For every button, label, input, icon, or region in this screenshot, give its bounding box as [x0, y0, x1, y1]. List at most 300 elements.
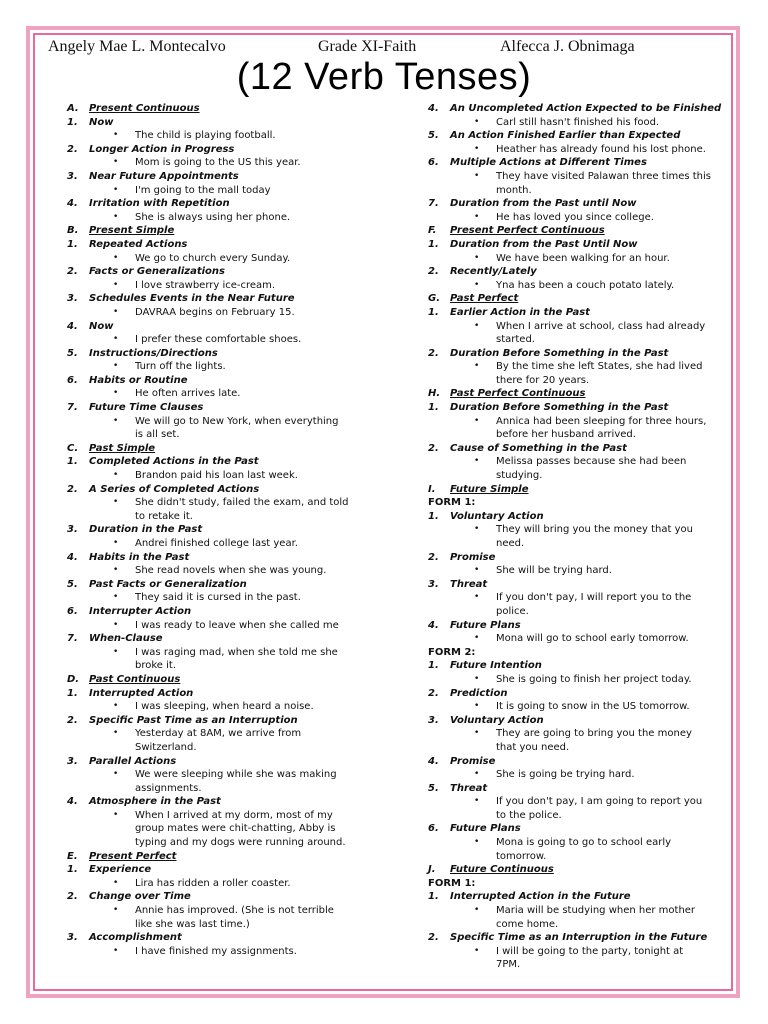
line-text: Interrupted Action in the Future: [450, 891, 631, 903]
bullet-dot-icon: •: [113, 157, 119, 168]
line-text: Yna has been a couch potato lately.: [496, 279, 675, 291]
example-line: [428, 170, 728, 184]
example-line: [67, 700, 367, 714]
example-line: [428, 836, 728, 850]
line-text: Duration in the Past: [89, 524, 203, 536]
item-number: 4.: [428, 619, 439, 631]
example-line: [67, 469, 367, 483]
line-text: I was sleeping, when heard a noise.: [135, 701, 314, 713]
example-continuation: [67, 918, 367, 932]
line-text: Past Facts or Generalization: [89, 578, 247, 590]
example-line: [428, 564, 728, 578]
section-heading: [67, 673, 367, 687]
line-text: Future Continuous: [450, 864, 554, 876]
line-text: police.: [496, 605, 529, 617]
example-line: [67, 279, 367, 293]
bullet-dot-icon: •: [474, 905, 480, 916]
subheading: [428, 156, 728, 170]
example-line: [67, 156, 367, 170]
subheading: [428, 714, 728, 728]
subheading: [67, 455, 367, 469]
line-text: Past Continuous: [89, 673, 181, 685]
subheading: [428, 102, 728, 116]
line-text: Carl still hasn't finished his food.: [496, 116, 660, 128]
example-continuation: [428, 184, 728, 198]
example-line: [428, 415, 728, 429]
line-text: assignments.: [135, 782, 202, 794]
section-letter: C.: [67, 442, 79, 454]
line-text: Present Perfect Continuous: [450, 225, 605, 237]
line-text: A Series of Completed Actions: [89, 483, 260, 495]
line-text: Longer Action in Progress: [89, 143, 235, 155]
line-text: Mona is going to go to school early: [496, 837, 672, 849]
bullet-dot-icon: •: [474, 361, 480, 372]
section-heading: [428, 387, 728, 401]
example-continuation: [428, 741, 728, 755]
item-number: 1.: [67, 687, 78, 699]
subheading: [67, 551, 367, 565]
line-text: that you need.: [496, 741, 570, 753]
subheading: [67, 931, 367, 945]
line-text: 7PM.: [496, 959, 521, 971]
line-text: She is going to finish her project today.: [496, 673, 692, 685]
item-number: 1.: [67, 238, 78, 250]
subheading: [428, 782, 728, 796]
example-line: [428, 360, 728, 374]
item-number: 2.: [67, 266, 78, 278]
form-label: [428, 877, 728, 891]
line-text: Past Perfect Continuous: [450, 388, 586, 400]
bullet-dot-icon: •: [113, 701, 119, 712]
line-text: there for 20 years.: [496, 374, 590, 386]
example-line: [67, 564, 367, 578]
item-number: 2.: [67, 891, 78, 903]
line-text: Mona will go to school early tomorrow.: [496, 633, 689, 645]
section-heading: [67, 850, 367, 864]
subheading: [67, 578, 367, 592]
bullet-dot-icon: •: [474, 415, 480, 426]
bullet-dot-icon: •: [113, 646, 119, 657]
subheading: [428, 197, 728, 211]
item-number: 1.: [67, 864, 78, 876]
subheading: [67, 374, 367, 388]
line-text: Now: [89, 320, 114, 332]
item-number: 1.: [428, 238, 439, 250]
bullet-dot-icon: •: [113, 877, 119, 888]
example-line: [67, 360, 367, 374]
bullet-dot-icon: •: [474, 592, 480, 603]
example-line: [67, 387, 367, 401]
subheading: [67, 523, 367, 537]
subheading: [428, 551, 728, 565]
subheading: [428, 129, 728, 143]
line-text: FORM 1:: [428, 877, 476, 889]
example-line: [428, 523, 728, 537]
line-text: Turn off the lights.: [135, 361, 226, 373]
subheading: [67, 320, 367, 334]
line-text: Promise: [450, 551, 496, 563]
line-text: An Uncompleted Action Expected to be Finished: [450, 103, 722, 114]
bullet-dot-icon: •: [113, 769, 119, 780]
subheading: [428, 578, 728, 592]
line-text: I prefer these comfortable shoes.: [135, 334, 302, 346]
item-number: 5.: [428, 130, 439, 142]
bullet-dot-icon: •: [113, 905, 119, 916]
section-heading: [67, 224, 367, 238]
example-line: [67, 809, 367, 823]
line-text: like she was last time.): [135, 918, 250, 930]
line-text: studying.: [496, 470, 543, 482]
line-text: Future Simple: [450, 483, 529, 495]
line-text: Voluntary Action: [450, 714, 544, 726]
item-number: 6.: [67, 605, 78, 617]
line-text: Parallel Actions: [89, 755, 177, 767]
item-number: 2.: [428, 932, 439, 944]
subheading: [67, 265, 367, 279]
bullet-dot-icon: •: [113, 945, 119, 956]
example-line: [428, 673, 728, 687]
example-line: [428, 768, 728, 782]
section-heading: [67, 442, 367, 456]
item-number: 6.: [67, 374, 78, 386]
example-continuation: [428, 850, 728, 864]
subheading: [428, 659, 728, 673]
bullet-dot-icon: •: [113, 497, 119, 508]
line-text: Present Simple: [89, 225, 175, 237]
example-continuation: [67, 659, 367, 673]
bullet-dot-icon: •: [474, 673, 480, 684]
line-text: Past Simple: [89, 442, 156, 454]
subheading: [67, 170, 367, 184]
section-heading: [428, 292, 728, 306]
example-line: [428, 727, 728, 741]
example-line: [428, 455, 728, 469]
subheading: [428, 306, 728, 320]
bullet-dot-icon: •: [113, 415, 119, 426]
example-continuation: [67, 510, 367, 524]
item-number: 2.: [428, 266, 439, 278]
item-number: 3.: [67, 932, 78, 944]
line-text: typing and my dogs were running around.: [135, 837, 346, 849]
line-text: Atmosphere in the Past: [89, 796, 221, 808]
line-text: Maria will be studying when her mother: [496, 905, 696, 917]
item-number: 3.: [67, 755, 78, 767]
line-text: Future Intention: [450, 660, 542, 672]
line-text: Lira has ridden a roller coaster.: [135, 877, 291, 889]
bullet-dot-icon: •: [113, 809, 119, 820]
example-line: [67, 619, 367, 633]
line-text: started.: [496, 334, 535, 346]
example-continuation: [428, 428, 728, 442]
section-letter: J.: [428, 864, 436, 876]
bullet-dot-icon: •: [113, 470, 119, 481]
item-number: 2.: [67, 143, 78, 155]
example-line: [67, 877, 367, 891]
section-heading: [428, 863, 728, 877]
bullet-dot-icon: •: [113, 334, 119, 345]
line-text: Andrei finished college last year.: [135, 538, 298, 549]
item-number: 4.: [67, 320, 78, 332]
section-letter: G.: [428, 293, 441, 305]
line-text: Future Plans: [450, 823, 521, 835]
subheading: [67, 632, 367, 646]
example-continuation: [67, 822, 367, 836]
line-text: If you don't pay, I will report you to the: [496, 592, 692, 604]
form-label: [428, 496, 728, 510]
item-number: 6.: [428, 823, 439, 835]
item-number: 1.: [67, 116, 78, 128]
line-text: They are going to bring you the money: [496, 728, 692, 740]
subheading: [428, 442, 728, 456]
line-text: Multiple Actions at Different Times: [450, 157, 647, 169]
line-text: Repeated Actions: [89, 238, 188, 250]
subheading: [67, 401, 367, 415]
example-continuation: [428, 333, 728, 347]
subheading: [67, 863, 367, 877]
line-text: Threat: [450, 578, 488, 590]
line-text: I have finished my assignments.: [135, 945, 297, 957]
author-name-1: Angely Mae L. Montecalvo: [48, 38, 226, 55]
item-number: 2.: [67, 483, 78, 495]
line-text: We have been walking for an hour.: [496, 252, 670, 264]
line-text: Specific Time as an Interruption in the Future: [450, 932, 708, 944]
example-line: [67, 537, 367, 551]
item-number: 2.: [428, 347, 439, 359]
line-text: We will go to New York, when everything: [135, 415, 339, 427]
line-text: month.: [496, 184, 532, 196]
subheading: [428, 619, 728, 633]
line-text: Brandon paid his loan last week.: [135, 470, 298, 482]
line-text: Experience: [89, 864, 152, 876]
subheading: [67, 197, 367, 211]
item-number: 1.: [428, 660, 439, 672]
item-number: 1.: [428, 402, 439, 414]
item-number: 5.: [67, 578, 78, 590]
example-line: [67, 129, 367, 143]
example-line: [67, 945, 367, 959]
bullet-dot-icon: •: [474, 837, 480, 848]
subheading: [67, 483, 367, 497]
item-number: 4.: [67, 551, 78, 563]
form-label: [428, 646, 728, 660]
bullet-dot-icon: •: [113, 252, 119, 263]
item-number: 3.: [67, 524, 78, 536]
example-line: [67, 415, 367, 429]
example-line: [67, 496, 367, 510]
item-number: 7.: [428, 198, 439, 210]
line-text: Future Time Clauses: [89, 402, 204, 414]
line-text: Schedules Events in the Near Future: [89, 293, 295, 305]
item-number: 5.: [428, 782, 439, 794]
example-continuation: [428, 374, 728, 388]
example-continuation: [428, 809, 728, 823]
item-number: 1.: [428, 306, 439, 318]
bullet-dot-icon: •: [474, 769, 480, 780]
line-text: Past Perfect: [450, 293, 519, 305]
subheading: [67, 687, 367, 701]
subheading: [67, 714, 367, 728]
subheading: [67, 292, 367, 306]
page-title: (12 Verb Tenses): [236, 56, 532, 98]
subheading: [67, 755, 367, 769]
section-heading: [428, 224, 728, 238]
item-number: 7.: [67, 633, 78, 645]
subheading: [428, 238, 728, 252]
item-number: 4.: [428, 755, 439, 767]
item-number: 1.: [67, 456, 78, 468]
line-text: Future Plans: [450, 619, 521, 631]
subheading: [67, 605, 367, 619]
line-text: Change over Time: [89, 891, 191, 903]
example-line: [67, 333, 367, 347]
bullet-dot-icon: •: [474, 524, 480, 535]
bullet-dot-icon: •: [113, 361, 119, 372]
grade-section: Grade XI-Faith: [318, 38, 417, 55]
line-text: Cause of Something in the Past: [450, 442, 627, 454]
item-number: 5.: [67, 347, 78, 359]
line-text: is all set.: [135, 429, 180, 441]
line-text: She is always using her phone.: [135, 211, 291, 223]
line-text: When-Clause: [89, 633, 163, 645]
bullet-dot-icon: •: [113, 592, 119, 603]
line-text: I was ready to leave when she called me: [135, 619, 339, 631]
line-text: Present Continuous: [89, 103, 200, 114]
bullet-dot-icon: •: [474, 565, 480, 576]
example-line: [67, 646, 367, 660]
subheading: [428, 890, 728, 904]
line-text: Accomplishment: [89, 932, 182, 944]
example-line: [67, 211, 367, 225]
line-text: I'm going to the mall today: [135, 184, 271, 196]
line-text: Facts or Generalizations: [89, 266, 226, 278]
bullet-dot-icon: •: [474, 143, 480, 154]
subheading: [428, 265, 728, 279]
line-text: Now: [89, 116, 114, 128]
section-letter: F.: [428, 225, 437, 237]
bullet-dot-icon: •: [474, 170, 480, 181]
example-line: [67, 727, 367, 741]
line-text: Annie has improved. (She is not terrible: [135, 905, 334, 917]
example-continuation: [67, 782, 367, 796]
example-line: [67, 591, 367, 605]
bullet-dot-icon: •: [474, 456, 480, 467]
subheading: [428, 347, 728, 361]
section-heading: [67, 102, 367, 116]
subheading: [67, 795, 367, 809]
section-letter: I.: [428, 483, 436, 495]
item-number: 4.: [428, 103, 439, 114]
bullet-dot-icon: •: [113, 279, 119, 290]
example-continuation: [67, 428, 367, 442]
subheading: [428, 822, 728, 836]
example-line: [428, 904, 728, 918]
bullet-dot-icon: •: [474, 701, 480, 712]
line-text: When I arrived at my dorm, most of my: [135, 809, 333, 821]
line-text: He has loved you since college.: [496, 211, 654, 223]
item-number: 1.: [428, 891, 439, 903]
bullet-dot-icon: •: [474, 728, 480, 739]
bullet-dot-icon: •: [474, 116, 480, 127]
subheading: [67, 890, 367, 904]
bullet-dot-icon: •: [113, 211, 119, 222]
line-text: I was raging mad, when she told me she: [135, 646, 338, 658]
section-letter: H.: [428, 388, 441, 400]
subheading: [428, 755, 728, 769]
bullet-dot-icon: •: [474, 945, 480, 956]
line-text: They have visited Palawan three times this: [496, 170, 711, 182]
line-text: I will be going to the party, tonight at: [496, 945, 684, 957]
bullet-dot-icon: •: [474, 279, 480, 290]
line-text: Heather has already found his lost phone.: [496, 143, 706, 155]
example-continuation: [428, 918, 728, 932]
line-text: Earlier Action in the Past: [450, 306, 590, 318]
example-line: [428, 320, 728, 334]
subheading: [428, 510, 728, 524]
left-column: [67, 102, 367, 958]
line-text: I love strawberry ice-cream.: [135, 279, 276, 291]
line-text: They will bring you the money that you: [496, 524, 693, 536]
line-text: Annica had been sleeping for three hours,: [496, 415, 707, 427]
line-text: DAVRAA begins on February 15.: [135, 306, 295, 318]
bullet-dot-icon: •: [113, 565, 119, 576]
line-text: When I arrive at school, class had already: [496, 320, 706, 332]
example-continuation: [428, 537, 728, 551]
bullet-dot-icon: •: [474, 796, 480, 807]
line-text: FORM 1:: [428, 497, 476, 509]
bullet-dot-icon: •: [474, 211, 480, 222]
item-number: 4.: [67, 198, 78, 210]
subheading: [67, 143, 367, 157]
subheading: [67, 116, 367, 130]
line-text: Duration from the Past until Now: [450, 198, 637, 210]
line-text: She is going be trying hard.: [496, 769, 635, 781]
line-text: to retake it.: [135, 510, 193, 522]
bullet-dot-icon: •: [113, 619, 119, 630]
line-text: Yesterday at 8AM, we arrive from: [135, 728, 302, 740]
line-text: to the police.: [496, 809, 562, 821]
item-number: 1.: [428, 510, 439, 522]
line-text: An Action Finished Earlier than Expected: [450, 130, 681, 142]
right-column: [428, 102, 728, 972]
example-line: [67, 184, 367, 198]
document-header: [48, 38, 718, 58]
example-continuation: [428, 469, 728, 483]
section-letter: A.: [67, 103, 79, 114]
line-text: Switzerland.: [135, 741, 197, 753]
line-text: Mom is going to the US this year.: [135, 157, 301, 169]
line-text: It is going to snow in the US tomorrow.: [496, 701, 690, 713]
line-text: come home.: [496, 918, 559, 930]
bullet-dot-icon: •: [474, 320, 480, 331]
line-text: They said it is cursed in the past.: [135, 592, 301, 604]
line-text: Habits in the Past: [89, 551, 190, 563]
example-line: [67, 768, 367, 782]
item-number: 3.: [428, 714, 439, 726]
subheading: [67, 238, 367, 252]
line-text: Duration Before Something in the Past: [450, 402, 669, 414]
line-text: Duration from the Past Until Now: [450, 238, 638, 250]
line-text: before her husband arrived.: [496, 429, 636, 441]
line-text: tomorrow.: [496, 850, 547, 862]
line-text: Habits or Routine: [89, 374, 188, 386]
bullet-dot-icon: •: [113, 130, 119, 141]
line-text: group mates were chit-chatting, Abby is: [135, 823, 336, 835]
example-line: [428, 945, 728, 959]
example-line: [67, 904, 367, 918]
example-line: [428, 591, 728, 605]
line-text: If you don't pay, I am going to report you: [496, 796, 703, 808]
line-text: Voluntary Action: [450, 510, 544, 522]
